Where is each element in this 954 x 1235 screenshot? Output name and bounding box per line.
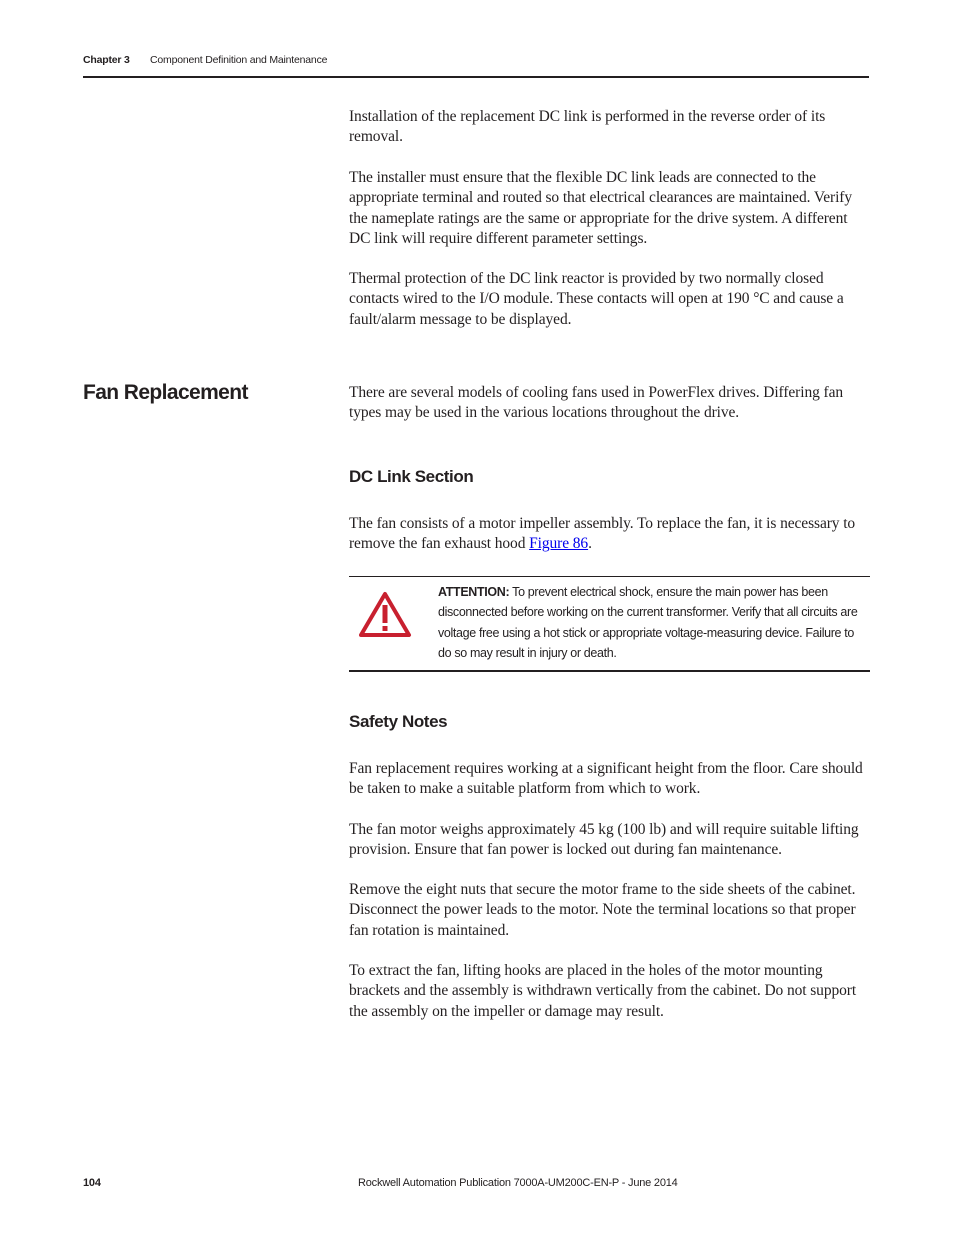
intro-paragraph-1: Installation of the replacement DC link is performed in the reverse order of its removal. (349, 108, 826, 146)
fan-replacement-heading: Fan Replacement (83, 381, 248, 404)
chapter-label: Chapter 3 (83, 54, 130, 66)
safety-paragraph-1: Fan replacement requires working at a significant height from the floor. Care should be taken to make a suitable platform from which to work. (349, 760, 863, 798)
attention-body: To prevent electrical shock, ensure the main power has been disconnected before working on the current transformer. Verify that all circuits are voltage free using a hot stick or appropriate voltage-measuring device. Failure to do so may result in injury or death. (438, 585, 858, 661)
dc-link-paragraph (349, 514, 869, 555)
safety-paragraph-2: The fan motor weighs approximately 45 kg (100 lb) and will require suitable lifting provision. Ensure that fan power is locked out during fan maintenance. (349, 821, 859, 859)
intro-paragraph-2: The installer must ensure that the flexible DC link leads are connected to the appropriate terminal and routed so that electrical clearances are maintained. Verify the nameplate ratings are the same or appropriate for the drive system. A different DC link will require different parameter settings. (349, 169, 853, 248)
attention-label: ATTENTION: (438, 585, 510, 599)
safety-notes-heading: Safety Notes (349, 712, 448, 731)
warning-triangle-icon (358, 590, 412, 638)
attention-message (438, 582, 863, 664)
dc-link-text-end: . (588, 535, 592, 553)
fan-replacement-paragraph: There are several models of cooling fans used in PowerFlex drives. Differing fan types may be used in the various locations throughout the drive. (349, 384, 844, 422)
intro-paragraph-3: Thermal protection of the DC link reactor is provided by two normally closed contacts wired to the I/O module. These contacts will open at 190 °C and cause a fault/alarm message to be displayed. (349, 270, 844, 328)
chapter-title: Component Definition and Maintenance (150, 54, 328, 66)
safety-paragraph-4: To extract the fan, lifting hooks are placed in the holes of the motor mounting brackets and the assembly is withdrawn vertically from the cabinet. Do not support the assembly on the impeller or damage may result. (349, 962, 857, 1020)
dc-link-text: The fan consists of a motor impeller assembly. To replace the fan, it is necessary to remove the fan exhaust hood (349, 515, 856, 553)
publication-info: Rockwell Automation Publication 7000A-UM200C-EN-P - June 2014 (358, 1177, 678, 1189)
page-number: 104 (83, 1177, 101, 1189)
safety-paragraph-3: Remove the eight nuts that secure the motor frame to the side sheets of the cabinet. Disconnect the power leads to the motor. Note the terminal locations so that proper fan rotation is maintained. (349, 881, 856, 939)
attention-box (349, 576, 870, 672)
figure-86-link[interactable]: Figure 86 (529, 535, 589, 553)
dc-link-section-heading: DC Link Section (349, 467, 474, 486)
page-header (83, 52, 869, 78)
